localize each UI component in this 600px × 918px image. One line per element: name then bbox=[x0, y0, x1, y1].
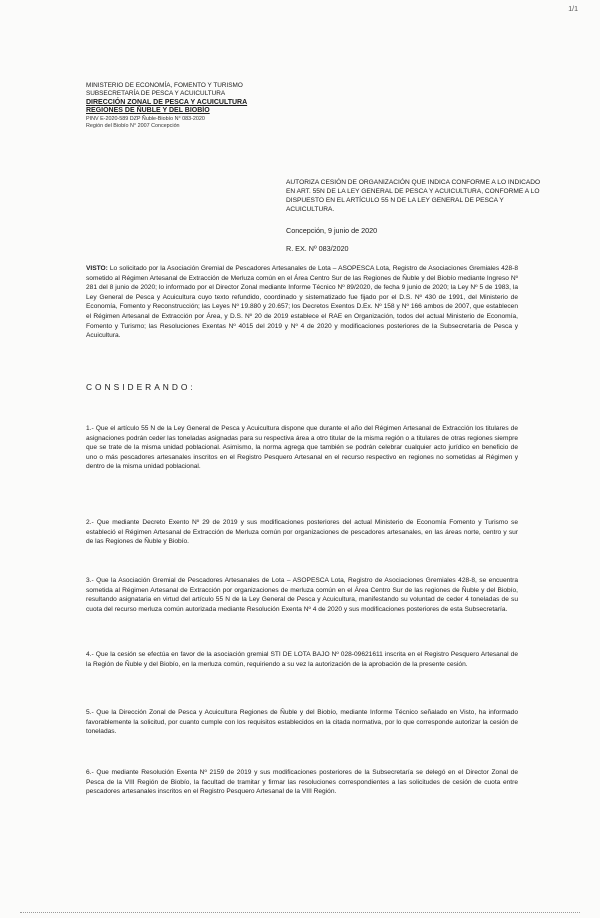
considerando-6: 6.- Que mediante Resolución Exenta Nº 2159 de 2019 y sus modificaciones posteriores de la Subsecretaría se delegó en el Director Zonal de Pesca de la VIII Región de Biobío, la facultad de tramitar y firmar las resoluciones correspondientes a las solicitudes de cesión de cuota entre pescadores artesanales inscritos en el Registro Pesquero Artesanal de la VIII Región. bbox=[86, 769, 518, 796]
considerando-4: 4.- Que la cesión se efectúa en favor de la asociación gremial STI DE LOTA BAJO Nº 028-09621611 inscrita en el Registro Pesquero Artesanal de la Región de Ñuble y del Biobío, en la merluza común, requiriendo a su vez la autorización de la aprobación de la presente cesión. bbox=[86, 651, 518, 668]
visto-text: Lo solicitado por la Asociación Gremial de Pescadores Artesanales de Lota – ASOPESCA Lota, Registro de Asociaciones Gremiales 428-8 sometido al Régimen Artesanal de Extracción de Merluza común en el Área Centro Sur de las Regiones de Ñuble y del Biobío mediante Ingreso Nº 281 del 8 junio de 2020; lo informado por el Director Zonal mediante Informe Técnico Nº 89/2020, de fecha 9 junio de 2020; la Ley Nº 5 de 1983, la Ley General de Pesca y Acuicultura cuyo texto refundido, coordinado y sistematizado fue fijado por el D.S. Nº 430 de 1991, del Ministerio de Economía, Fomento y Reconstrucción; las Leyes Nº 19.880 y 20.657; los Decretos Exentos D.Ex. Nº 158 y Nº 166 ambos de 2007, que establecen el Régimen Artesanal de Extracción por Área, y D.S. Nº 20 de 2019 establece el RAE en Organización, todos del actual Ministerio de Economía, Fomento y Turismo; las Resoluciones Exentas Nº 4015 del 2019 y Nº 4 de 2020 y modificaciones posteriores de la Subsecretaría de Pesca y Acuicultura. bbox=[86, 265, 518, 340]
considerando-heading: CONSIDERANDO: bbox=[86, 382, 196, 392]
considerando-3: 3.- Que la Asociación Gremial de Pescadores Artesanales de Lota – ASOPESCA Lota, Registro de Asociaciones Gremiales 428-8, se encuentra sometida al Régimen Artesanal de Extracción por organizaciones de merluza común en el Área Centro Sur de las regiones de Ñuble y del Biobío, resultando asignataria en virtud del artículo 55 N de la Ley General de Pesca y Acuicultura, manifestando su voluntad de ceder 4 toneladas de su cuota del recurso merluza común autorizada mediante Resolución Exenta Nº 4 de 2020 y sus modificaciones posteriores de esta Subsecretaría. bbox=[86, 577, 518, 613]
considerando-2: 2.- Que mediante Decreto Exento Nº 29 de 2019 y sus modificaciones posteriores del actual Ministerio de Economía Fomento y Turismo se estableció el Régimen Artesanal de Extracción de Merluza común por organizaciones de pescadores artesanales, en las áreas norte, centro y sur de las Regiones de Ñuble y Biobío. bbox=[86, 519, 518, 546]
letterhead-ministry: MINISTERIO DE ECONOMÍA, FOMENTO Y TURISMO bbox=[86, 82, 243, 89]
letterhead-subsecretariat: SUBSECRETARÍA DE PESCA Y ACUICULTURA bbox=[86, 90, 226, 98]
letterhead-address: Región del Biobío N° 2007 Concepción bbox=[86, 122, 180, 129]
considerando-5: 5.- Que la Dirección Zonal de Pesca y Acuicultura Regiones de Ñuble y del Biobío, mediante Informe Técnico señalado en Visto, ha informado favorablemente la solicitud, por cuanto cumple con los requisitos establecidos en la citada normativa, por lo que corresponde autorizar la cesión de toneladas. bbox=[86, 709, 518, 736]
considerando-1: 1.- Que el artículo 55 N de la Ley General de Pesca y Acuicultura dispone que durante el año del Régimen Artesanal de Extracción los titulares de asignaciones podrán ceder las toneladas asignadas para su respectiva área a otro titular de la misma región o a titulares de otras regiones siempre que se trate de la misma unidad poblacional. Asimismo, la norma agrega que también se podrán celebrar cualquier acto jurídico en beneficio de uno o más pescadores artesanales inscritos en el Registro Pesquero Artesanal en el recurso respectivo en regiones no sometidas al Régimen y dentro de la misma unidad poblacional. bbox=[86, 425, 518, 471]
visto-label: VISTO: bbox=[86, 265, 108, 272]
page-footer-line bbox=[20, 904, 580, 913]
letterhead bbox=[86, 82, 286, 130]
page-number: 1/1 bbox=[568, 6, 578, 13]
letterhead-reference: PINV E-2020-589 DZP Ñuble-Biobío N° 083-2020 bbox=[86, 115, 205, 122]
letterhead-region: REGIONES DE ÑUBLE Y DEL BIOBÍO bbox=[86, 107, 210, 115]
resolution-number: R. EX. Nº 083/2020 bbox=[286, 244, 349, 253]
visto-paragraph bbox=[86, 264, 518, 341]
letterhead-direction: DIRECCIÓN ZONAL DE PESCA Y ACUICULTURA bbox=[86, 98, 248, 106]
resolution-title: AUTORIZA CESIÓN DE ORGANIZACIÓN QUE INDICA CONFORME A LO INDICADO EN ART. 55N DE LA LEY GENERAL DE PESCA Y ACUICULTURA, CONFORME A LO DISPUESTO EN EL ARTÍCULO 55 N DE LA LEY GENERAL DE PESCA Y ACUICULTURA. bbox=[286, 179, 541, 213]
resolution-date: Concepción, 9 junio de 2020 bbox=[286, 226, 378, 235]
